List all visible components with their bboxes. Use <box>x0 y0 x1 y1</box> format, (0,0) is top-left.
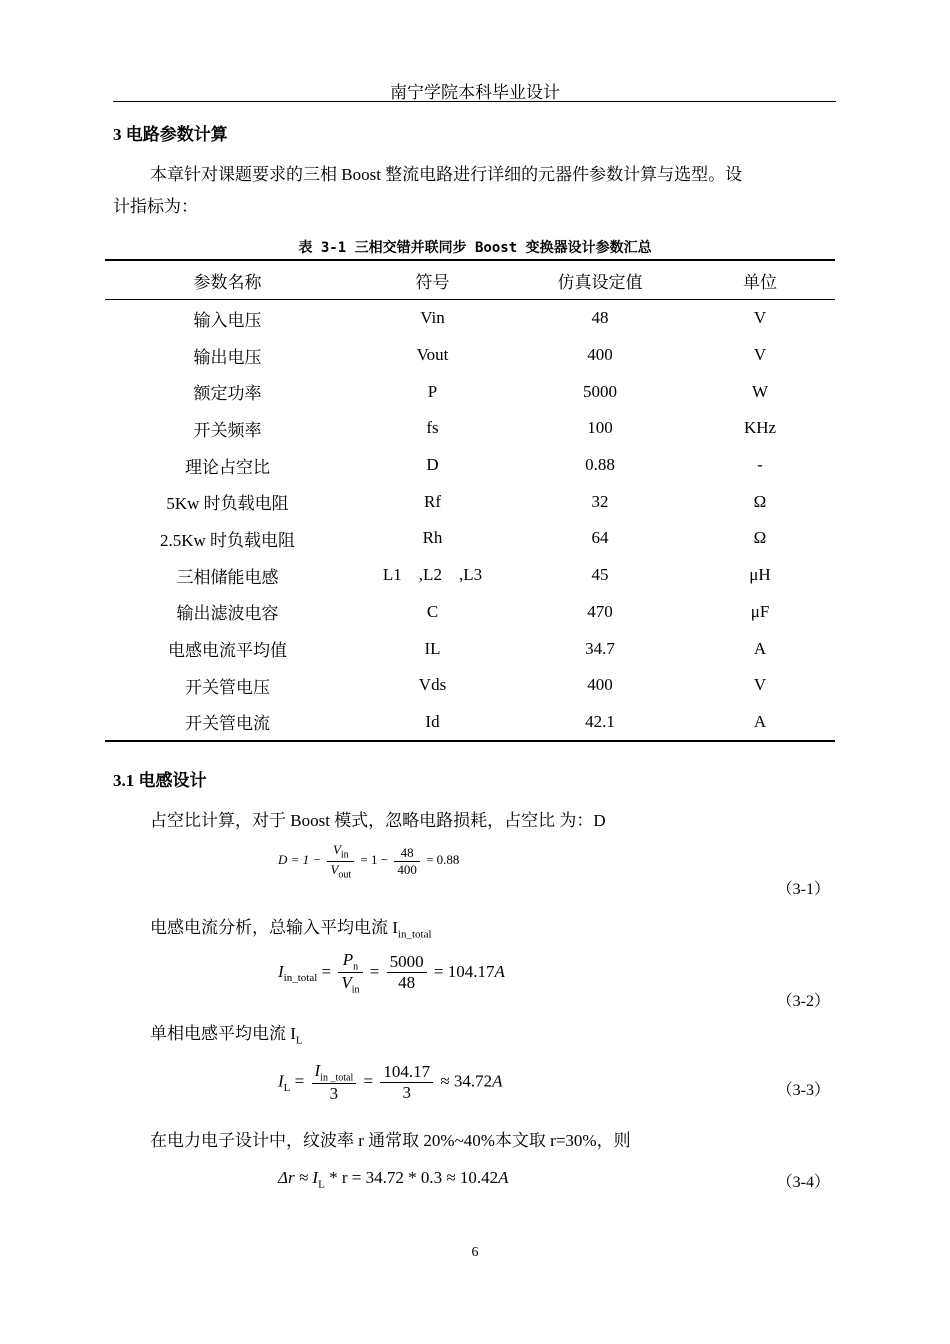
eq2-unit: A <box>494 961 505 981</box>
phase-current-paragraph <box>150 1019 303 1055</box>
eq4-sub: L <box>318 1178 325 1191</box>
table-cell: Ω <box>753 528 767 548</box>
column-header: 参数名称 <box>105 260 350 300</box>
parameter-table <box>105 259 835 742</box>
eq4-rest: * r = 34.72 * 0.3 ≈ 10.42 <box>324 1168 499 1187</box>
table-cell: 48 <box>591 308 609 328</box>
intro-paragraph-line1: 本章针对课题要求的三相 Boost 整流电路进行详细的元器件参数计算与选型。设 <box>150 165 743 184</box>
table-cell: Vin <box>420 308 445 328</box>
equation-3-2: $I_{in\_total}$ = $\frac{P_n}{V_{in}}$ = $\frac{5000}{48}$ = 104.17A <box>278 950 505 996</box>
eq1-mid: = 1 − <box>360 852 389 868</box>
table-row <box>105 704 835 742</box>
eq2-num: P <box>342 950 354 969</box>
eq1-num-sub: in <box>340 849 349 861</box>
table-header-row <box>105 260 835 300</box>
table-cell: fs <box>426 418 439 438</box>
equation-number: （3-3） <box>776 1082 830 1099</box>
subsection-heading: 3.1 电感设计 <box>113 771 207 790</box>
table-row <box>105 300 835 337</box>
eq4-text: Δr ≈ I <box>278 1168 319 1187</box>
table-row <box>105 447 835 484</box>
page-number: 6 <box>471 1245 479 1260</box>
table-cell: 5000 <box>583 381 617 401</box>
equation-3-3: $I_L$ = $\frac{I_{in \_total}}{3}$ = $\frac{104.17}{3}$ ≈ 34.72A <box>278 1061 503 1104</box>
table-cell: Vout <box>416 345 449 365</box>
eq3-lhs: I <box>278 1071 284 1091</box>
table-cell: V <box>753 345 767 365</box>
eq3-unit: A <box>492 1071 503 1091</box>
table-cell: μH <box>749 565 771 585</box>
table-cell: 45 <box>591 565 609 585</box>
table-cell: 400 <box>587 345 613 365</box>
column-header: 仿真设定值 <box>515 260 685 300</box>
table-cell: 42.1 <box>515 704 685 742</box>
table-cell: 100 <box>587 418 613 438</box>
table-cell: A <box>753 638 767 658</box>
eq1-den: V <box>330 861 339 877</box>
table-cell: C <box>426 601 439 621</box>
table-cell: 输入电压 <box>193 310 262 330</box>
eq3-fraction-symbolic <box>312 1061 357 1104</box>
eq2-den-sub: in <box>351 984 360 996</box>
section-heading: 3 电路参数计算 <box>113 125 228 144</box>
table-cell: 400 <box>587 675 613 695</box>
table-cell: P <box>427 381 438 401</box>
table-cell: Rh <box>422 528 443 548</box>
eq2-lhs-sub: in_total <box>283 972 318 985</box>
header-rule <box>113 101 836 102</box>
eq1-fraction-symbolic <box>327 842 354 880</box>
table-row <box>105 337 835 374</box>
table-cell: 开关管电压 <box>185 677 270 697</box>
table-cell: KHz <box>743 418 777 438</box>
table-cell: 0.88 <box>585 455 615 475</box>
table-cell: 34.7 <box>585 638 615 658</box>
table-cell: A <box>685 704 835 742</box>
duty-cycle-paragraph: 占空比计算，对于 Boost 模式，忽略电路损耗，占空比 为：D <box>150 811 606 830</box>
phase-current-text: 单相电感平均电流 I <box>150 1024 296 1043</box>
eq3-num-sub: in _total <box>320 1072 354 1084</box>
table-row <box>105 520 835 557</box>
eq2-num2: 5000 <box>387 952 427 973</box>
equation-number: （3-4） <box>776 1174 830 1191</box>
eq3-fraction-numeric <box>380 1062 433 1103</box>
eq3-den: 3 <box>329 1084 339 1104</box>
equation-number: （3-1） <box>776 881 830 898</box>
eq1-den2: 400 <box>397 861 417 877</box>
table-cell: Vds <box>418 675 447 695</box>
table-cell: Rf <box>424 491 441 511</box>
table-cell: 32 <box>591 491 609 511</box>
table-cell: Id <box>350 704 515 742</box>
eq1-fraction-numeric <box>394 845 420 878</box>
column-header: 符号 <box>350 260 515 300</box>
eq1-den-sub: out <box>338 869 352 881</box>
table-cell: V <box>753 675 767 695</box>
input-current-text: 电感电流分析，总输入平均电流 I <box>150 918 398 937</box>
eq4-unit: A <box>498 1168 509 1187</box>
ripple-paragraph: 在电力电子设计中，纹波率 r 通常取 20%~40%本文取 r=30%，则 <box>150 1131 631 1150</box>
table-cell: 64 <box>591 528 609 548</box>
table-row <box>105 483 835 520</box>
running-header: 南宁学院本科毕业设计 <box>390 83 560 102</box>
table-cell: 理论占空比 <box>185 457 270 477</box>
equation-3-4 <box>278 1168 509 1190</box>
table-cell: 470 <box>587 601 613 621</box>
eq3-num2: 104.17 <box>380 1062 433 1083</box>
input-current-paragraph <box>150 913 432 949</box>
table-cell: 开关频率 <box>193 420 262 440</box>
table-cell: - <box>757 455 763 475</box>
table-cell: D <box>426 455 439 475</box>
equation-number: （3-2） <box>776 993 830 1010</box>
eq2-num-sub: n <box>353 961 359 973</box>
phase-current-sub: L <box>295 1034 303 1047</box>
table-cell: 2.5Kw 时负载电阻 <box>159 530 296 550</box>
table-cell: 额定功率 <box>193 384 262 404</box>
eq1-num: V <box>332 842 341 857</box>
table-row <box>105 630 835 667</box>
eq2-fraction-numeric <box>387 952 427 993</box>
eq2-result: = 104.17 <box>433 961 495 981</box>
table-row <box>105 594 835 631</box>
column-header: 单位 <box>685 260 835 300</box>
table-cell: V <box>753 308 767 328</box>
table-cell: W <box>751 381 769 401</box>
eq3-den2: 3 <box>402 1083 411 1103</box>
table-row <box>105 373 835 410</box>
eq2-lhs: I <box>278 961 284 981</box>
eq2-den: V <box>341 973 352 993</box>
table-caption: 表 3-1 三相交错并联同步 Boost 变换器设计参数汇总 <box>298 240 652 256</box>
eq3-result: ≈ 34.72 <box>440 1071 493 1091</box>
table-row <box>105 667 835 704</box>
table-cell: Ω <box>753 491 767 511</box>
eq1-result: = 0.88 <box>426 852 460 868</box>
eq2-fraction-symbolic <box>338 950 362 996</box>
eq3-lhs-sub: L <box>283 1082 291 1094</box>
eq1-lhs: D = 1 − <box>278 852 322 868</box>
table-cell: 三相储能电感 <box>176 567 279 587</box>
table-cell: 输出滤波电容 <box>176 604 279 624</box>
eq3-num: I <box>314 1061 321 1080</box>
table-cell: IL <box>424 638 441 658</box>
table-cell: 输出电压 <box>193 347 262 367</box>
eq1-num2: 48 <box>394 845 420 862</box>
table-cell: L1 ,L2 ,L3 <box>382 565 483 585</box>
eq2-den2: 48 <box>398 973 416 993</box>
table-cell: 5Kw 时负载电阻 <box>166 494 289 514</box>
input-current-sub: in_total <box>397 928 432 941</box>
table-cell: 电感电流平均值 <box>168 641 287 661</box>
table-cell: 开关管电流 <box>105 704 350 742</box>
table-row <box>105 557 835 594</box>
intro-paragraph-line2: 计指标为： <box>113 197 198 216</box>
table-row <box>105 410 835 447</box>
table-cell: μF <box>750 601 770 621</box>
equation-3-1 <box>278 842 459 880</box>
